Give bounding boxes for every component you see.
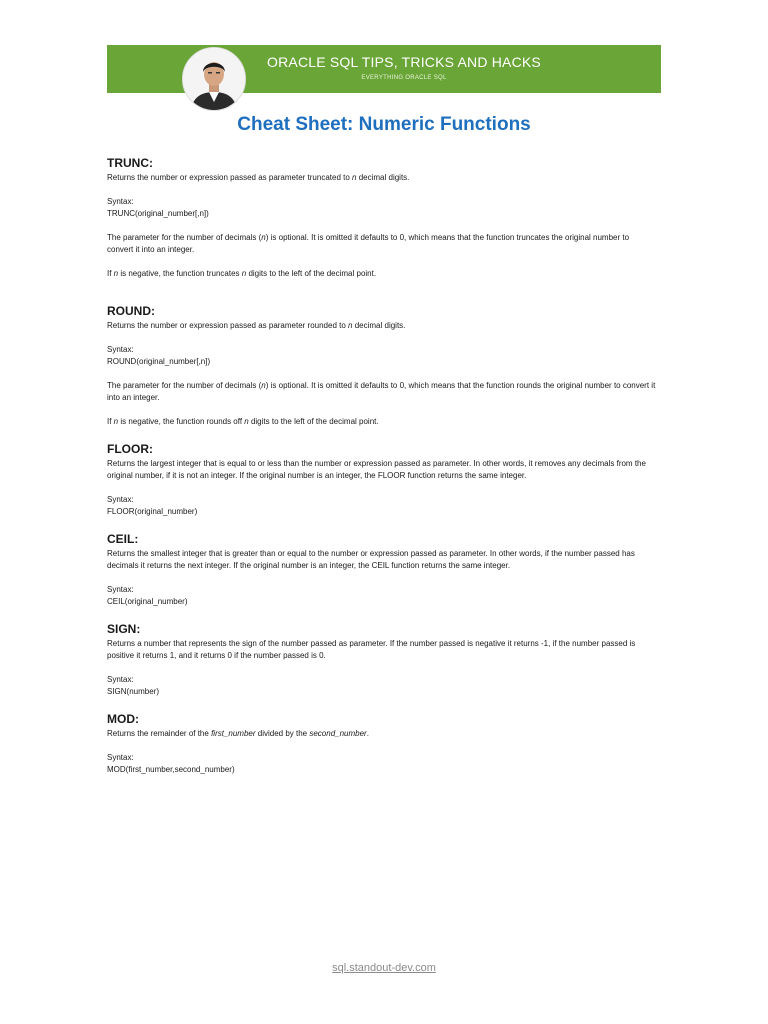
author-avatar bbox=[182, 47, 246, 111]
syntax-label: Syntax: bbox=[107, 675, 134, 684]
section-floor bbox=[107, 442, 657, 518]
footer-link[interactable]: sql.standout-dev.com bbox=[332, 962, 436, 974]
syntax-code: CEIL(original_number) bbox=[107, 597, 188, 606]
section-sign bbox=[107, 622, 657, 698]
syntax-code: ROUND(original_number[,n]) bbox=[107, 357, 211, 366]
section-mod bbox=[107, 712, 657, 776]
section-heading: TRUNC: bbox=[107, 156, 153, 170]
section-round bbox=[107, 304, 657, 428]
section-heading: MOD: bbox=[107, 712, 139, 726]
section-heading: CEIL: bbox=[107, 532, 139, 546]
negative-note: If n is negative, the function rounds off n digits to the left of the decimal point. bbox=[107, 417, 379, 426]
syntax-code: SIGN(number) bbox=[107, 687, 160, 696]
syntax-block bbox=[107, 344, 657, 368]
section-heading: ROUND: bbox=[107, 304, 155, 318]
section-description: Returns the largest integer that is equal to or less than the number or expression passed as parameter. In other words, it removes any decimals from the original number, if it is not an integer. If the original number is an integer, the FLOOR function returns the same integer. bbox=[107, 459, 646, 480]
author-photo-icon bbox=[183, 48, 245, 110]
syntax-code: FLOOR(original_number) bbox=[107, 507, 198, 516]
syntax-block bbox=[107, 752, 657, 776]
syntax-block bbox=[107, 584, 657, 608]
negative-note: If n is negative, the function truncates n digits to the left of the decimal point. bbox=[107, 269, 377, 278]
banner-title: ORACLE SQL TIPS, TRICKS AND HACKS bbox=[267, 54, 541, 70]
syntax-label: Syntax: bbox=[107, 495, 134, 504]
syntax-code: MOD(first_number,second_number) bbox=[107, 765, 235, 774]
syntax-label: Syntax: bbox=[107, 753, 134, 762]
syntax-block bbox=[107, 674, 657, 698]
param-note: The parameter for the number of decimals (n) is optional. It is omitted it defaults to 0, which means that the function rounds the original number to convert it into an integer. bbox=[107, 381, 656, 402]
banner-subtitle: EVERYTHING ORACLE SQL bbox=[361, 75, 447, 81]
section-heading: SIGN: bbox=[107, 622, 141, 636]
section-description: Returns a number that represents the sign of the number passed as parameter. If the number passed is negative it returns -1, if the number passed is positive it returns 1, and it returns 0 if the number passed is 0. bbox=[107, 639, 636, 660]
section-description: Returns the remainder of the first_number divided by the second_number. bbox=[107, 729, 369, 738]
param-note: The parameter for the number of decimals (n) is optional. It is omitted it defaults to 0, which means that the function truncates the original number to convert it into an integer. bbox=[107, 233, 630, 254]
syntax-block bbox=[107, 494, 657, 518]
syntax-label: Syntax: bbox=[107, 345, 134, 354]
section-heading: FLOOR: bbox=[107, 442, 153, 456]
syntax-label: Syntax: bbox=[107, 197, 134, 206]
section-description: Returns the smallest integer that is greater than or equal to the number or expression passed as parameter. In other words, if the number passed has decimals it returns the next integer. If the original number is an integer, the CEIL function returns the same integer. bbox=[107, 549, 635, 570]
syntax-label: Syntax: bbox=[107, 585, 134, 594]
syntax-block bbox=[107, 196, 657, 220]
syntax-code: TRUNC(original_number[,n]) bbox=[107, 209, 209, 218]
section-description: Returns the number or expression passed as parameter rounded to n decimal digits. bbox=[107, 321, 406, 330]
section-ceil bbox=[107, 532, 657, 608]
page-title: Cheat Sheet: Numeric Functions bbox=[237, 114, 531, 135]
content bbox=[107, 156, 657, 790]
section-description: Returns the number or expression passed as parameter truncated to n decimal digits. bbox=[107, 173, 410, 182]
section-trunc bbox=[107, 156, 657, 280]
